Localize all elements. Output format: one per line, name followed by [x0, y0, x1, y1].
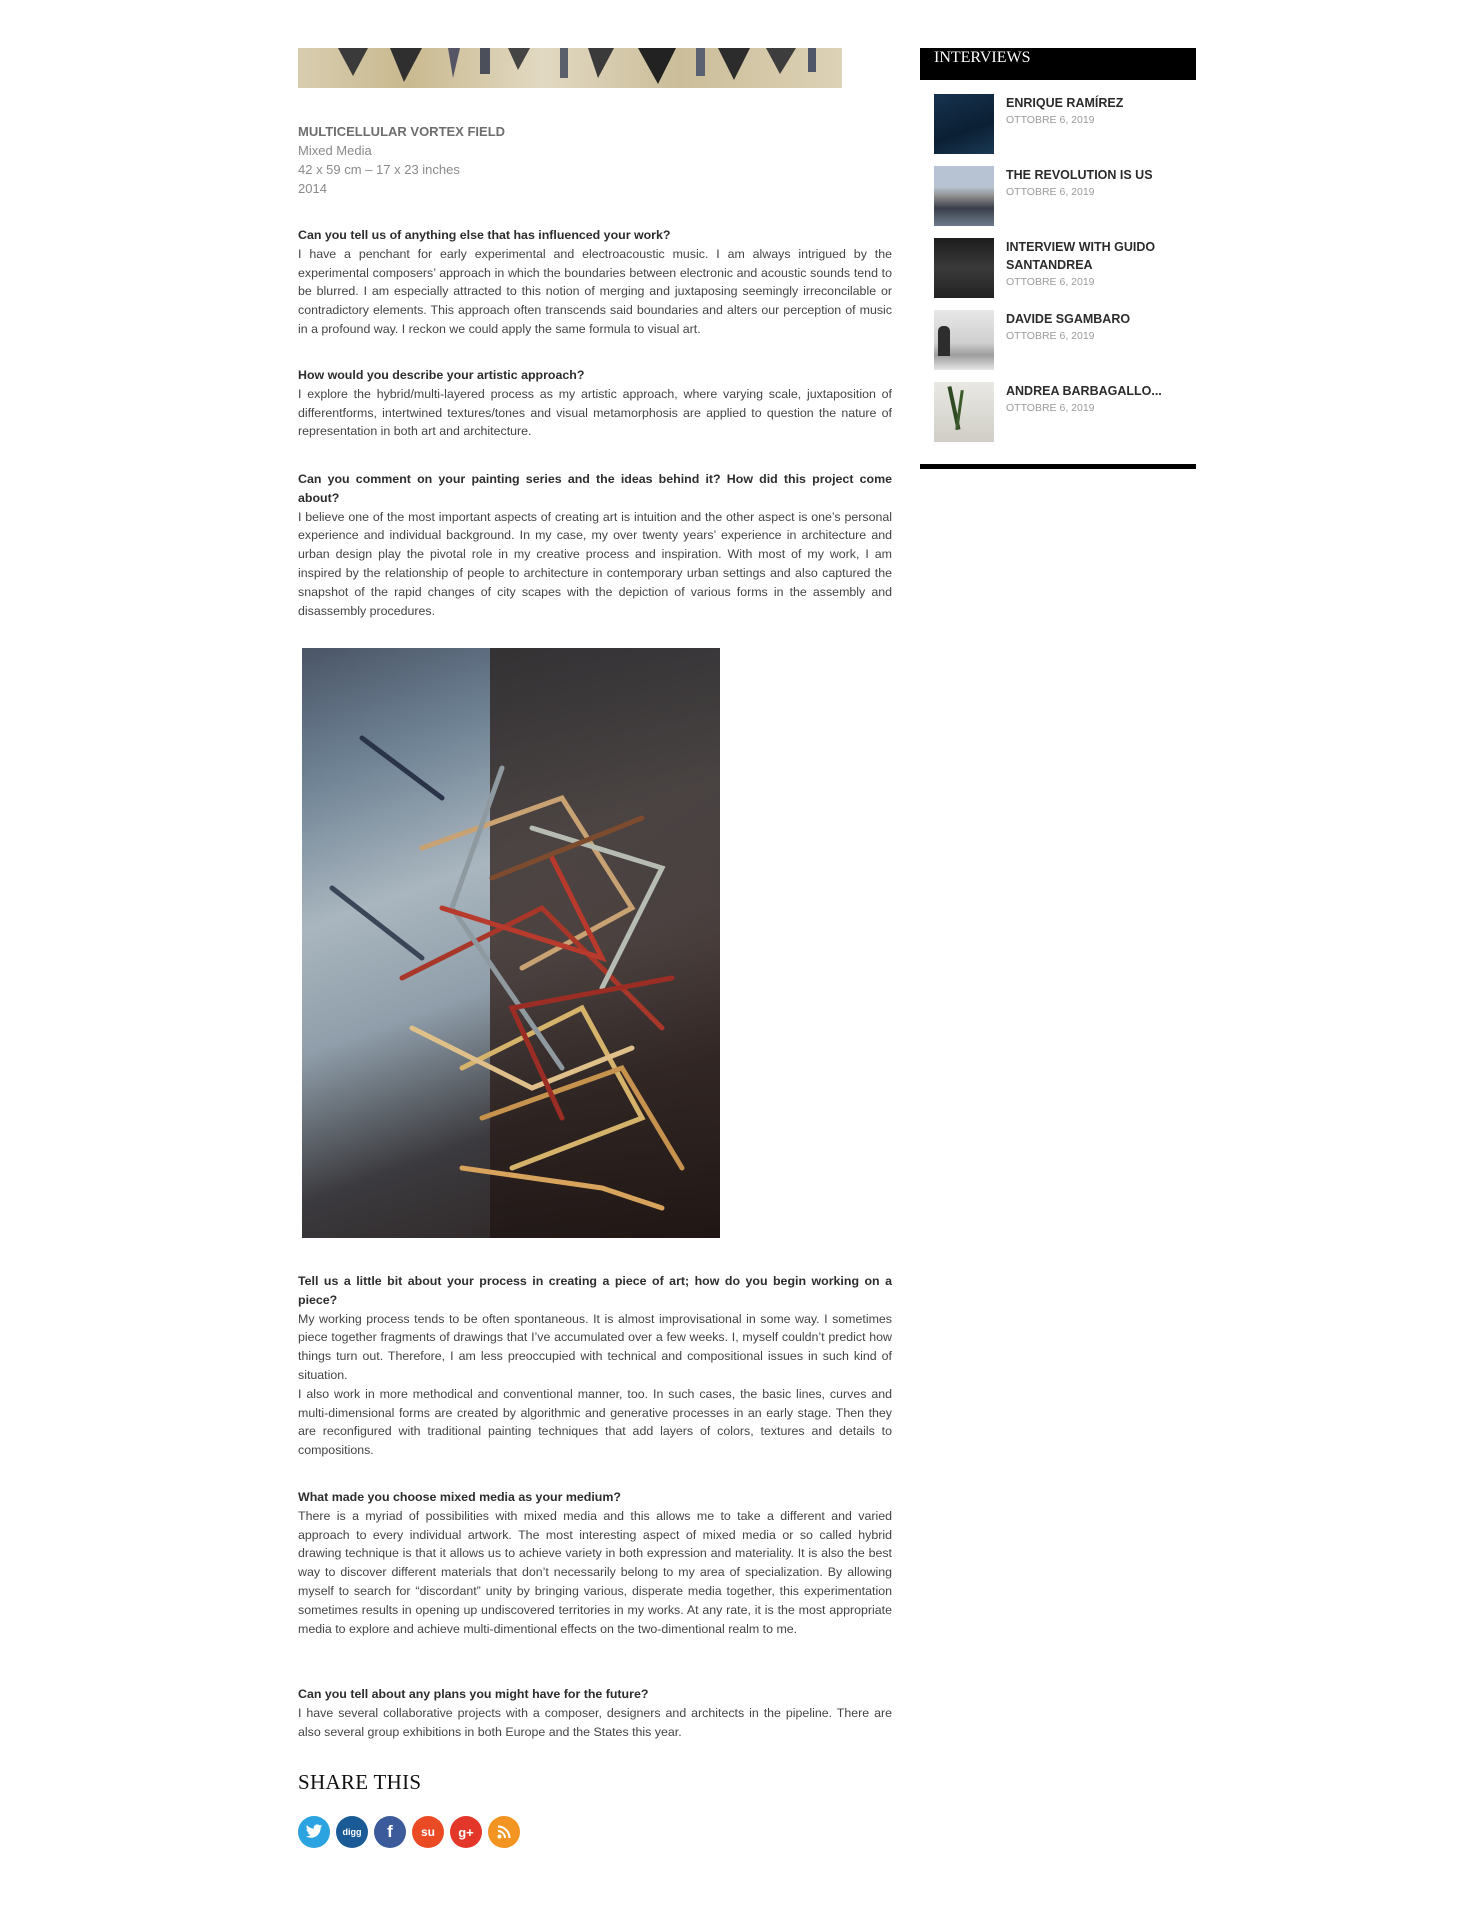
artwork-caption: [298, 122, 892, 198]
artwork-medium: Mixed Media: [298, 143, 372, 158]
question: Can you tell us of anything else that has influenced your work?: [298, 228, 671, 242]
interview-thumbnail[interactable]: [934, 94, 994, 154]
interview-thumbnail[interactable]: [934, 166, 994, 226]
artwork-banner-image: [298, 48, 842, 88]
question: How would you describe your artistic approach?: [298, 368, 585, 382]
sidebar-heading: INTERVIEWS: [920, 48, 1196, 80]
question: Tell us a little bit about your process in creating a piece of art; how do you begin working on a piece?: [298, 1274, 892, 1307]
interview-date: OTTOBRE 6, 2019: [1006, 114, 1095, 126]
rss-icon[interactable]: [488, 1816, 520, 1848]
interview-thumbnail[interactable]: [934, 310, 994, 370]
painting-image: [302, 648, 720, 1238]
facebook-icon[interactable]: f: [374, 1816, 406, 1848]
question: What made you choose mixed media as your medium?: [298, 1490, 621, 1504]
answer: I have several collaborative projects with a composer, designers and architects in the pipeline. There are also several group exhibitions in both Europe and the States this year.: [298, 1705, 892, 1739]
qa-block: [298, 226, 892, 339]
interview-date: OTTOBRE 6, 2019: [1006, 276, 1095, 288]
artwork-size: 42 x 59 cm – 17 x 23 inches: [298, 162, 460, 177]
answer: I explore the hybrid/multi-layered process as my artistic approach, where varying scale, juxtaposition of differentforms, intertwined textures/tones and visual metamorphosis are applied to question the nature of representation in both art and architecture.: [298, 386, 892, 439]
answer: There is a myriad of possibilities with mixed media and this allows me to take a different and varied approach to every individual artwork. The most interesting aspect of mixed media or so called hybrid drawing technique is that it allows us to achieve variety in both expression and materiality. It is also the best way to discover different materials that don’t necessarily belong to my area of specialization. By allowing myself to search for “discordant” unity by bringing various, disperate media together, this experimentation sometimes results in opening up undiscovered territories in my works. At any rate, it is the most appropriate media to explore and achieve multi-dimentional effects on the two-dimentional realm to me.: [298, 1508, 892, 1636]
interview-title[interactable]: THE REVOLUTION IS US: [1006, 168, 1153, 182]
sidebar-divider: [920, 464, 1196, 469]
artwork-year: 2014: [298, 181, 327, 196]
interview-date: OTTOBRE 6, 2019: [1006, 402, 1095, 414]
interview-title[interactable]: DAVIDE SGAMBARO: [1006, 312, 1131, 326]
share-icons: [298, 1816, 520, 1848]
question: Can you comment on your painting series and the ideas behind it? How did this project come about?: [298, 472, 892, 505]
share-title: SHARE THIS: [298, 1770, 422, 1794]
artwork-title: MULTICELLULAR VORTEX FIELD: [298, 124, 506, 139]
interview-date: OTTOBRE 6, 2019: [1006, 330, 1095, 342]
digg-icon[interactable]: digg: [336, 1816, 368, 1848]
answer: I have a penchant for early experimental and electroacoustic music. I am always intrigued by the experimental composers’ approach in which the boundaries between electronic and acoustic sounds tend to be blurred. I am especially attracted to this notion of merging and juxtaposing seemingly irreconcilable or contradictory elements. This approach often transcends said boundaries and alters our perception of music in a profound way. I reckon we could apply the same formula to visual art.: [298, 246, 892, 336]
qa-block: [298, 1488, 892, 1638]
qa-block: [298, 1685, 892, 1741]
qa-block: [298, 366, 892, 441]
qa-block: [298, 1272, 892, 1460]
interview-title[interactable]: ANDREA BARBAGALLO...: [1006, 384, 1162, 398]
qa-block: [298, 470, 892, 620]
stumbleupon-icon[interactable]: su: [412, 1816, 444, 1848]
google-plus-icon[interactable]: g+: [450, 1816, 482, 1848]
interview-title[interactable]: ENRIQUE RAMÍREZ: [1006, 96, 1124, 110]
interview-thumbnail[interactable]: [934, 382, 994, 442]
answer: I believe one of the most important aspects of creating art is intuition and the other aspect is one’s personal experience and individual background. In my case, my over twenty years’ experience in architecture and urban design play the pivotal role in my creative process and inspiration. With most of my work, I am inspired by the relationship of people to architecture in contemporary urban settings and also captured the snapshot of the rapid changes of city scapes with the depiction of various forms in the assembly and disassembly procedures.: [298, 509, 892, 618]
interview-thumbnail[interactable]: [934, 238, 994, 298]
answer: My working process tends to be often spontaneous. It is almost improvisational in some way. I sometimes piece together fragments of drawings that I’ve accumulated over a few weeks. I, myself couldn’t predict how things turn out. Therefore, I am less preoccupied with technical and compositional issues in such kind of situation.: [298, 1311, 892, 1382]
interview-date: OTTOBRE 6, 2019: [1006, 186, 1095, 198]
sidebar-interviews: [920, 48, 1196, 414]
twitter-icon[interactable]: [298, 1816, 330, 1848]
interview-title[interactable]: INTERVIEW WITH GUIDO SANTANDREA: [1006, 240, 1156, 272]
question: Can you tell about any plans you might have for the future?: [298, 1687, 649, 1701]
answer: I also work in more methodical and conventional manner, too. In such cases, the basic lines, curves and multi-dimensional forms are created by algorithmic and generative processes in an early stage. Then they are reconfigured with traditional painting techniques that add layers of colors, textures and details to compositions.: [298, 1386, 892, 1458]
